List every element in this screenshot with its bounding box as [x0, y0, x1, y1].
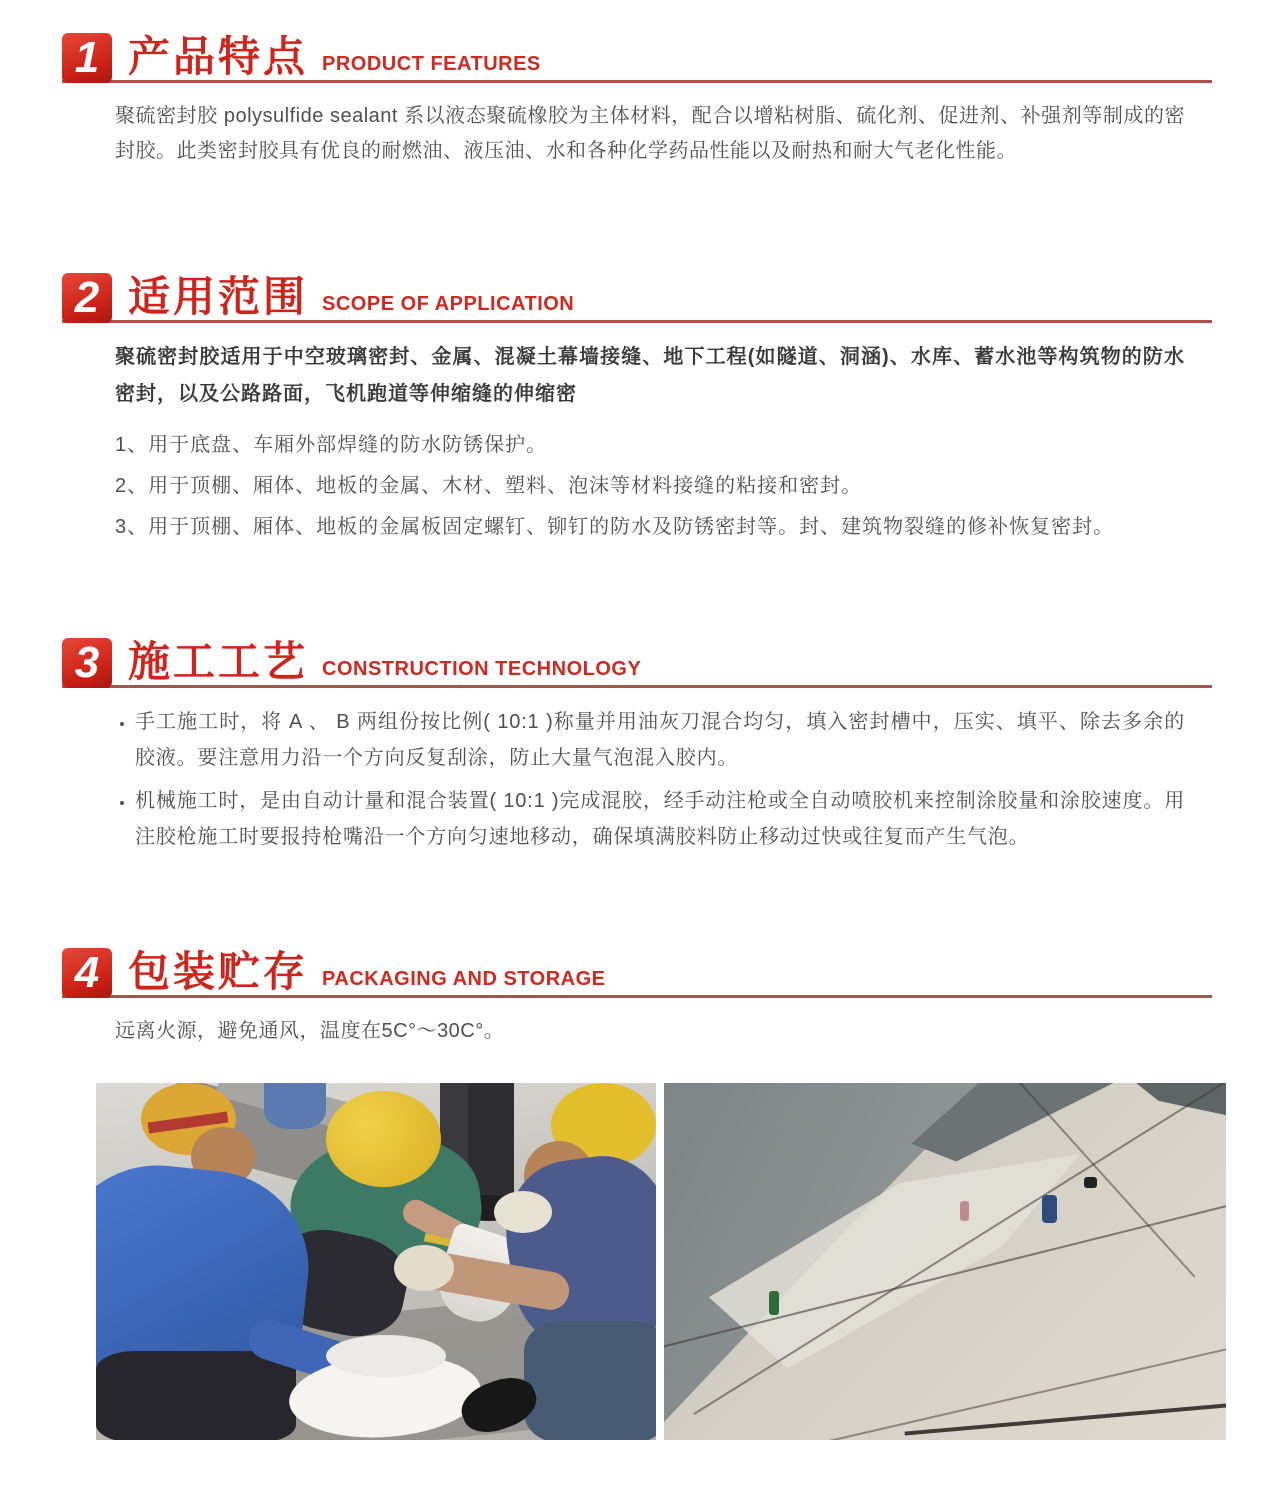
section-product-features — [0, 33, 1280, 169]
worker-dark-trousers — [96, 1351, 296, 1440]
section-header — [62, 33, 1212, 83]
section-title-en: PACKAGING AND STORAGE — [322, 968, 606, 990]
list-item: 3、用于顶棚、厢体、地板的金属板固定螺钉、铆钉的防水及防锈密封等。封、建筑物裂缝的修补恢复密封。 — [115, 516, 1115, 538]
list-item: 2、用于顶棚、厢体、地板的金属、木材、塑料、泡沫等材料接缝的粘接和密封。 — [115, 475, 863, 497]
hard-hat-center — [326, 1091, 441, 1187]
scope-numbered-list — [115, 428, 1185, 544]
section-body — [115, 704, 1185, 855]
tiny-worker-blue — [1042, 1195, 1057, 1223]
section-title-cn: 施工工艺 — [128, 638, 309, 685]
tiny-worker-pink — [960, 1201, 969, 1221]
section-body — [115, 1014, 1185, 1049]
section-title-en: CONSTRUCTION TECHNOLOGY — [322, 658, 642, 680]
section-title-en: SCOPE OF APPLICATION — [322, 293, 575, 315]
bottom-joint-edge — [905, 1398, 1226, 1435]
tiny-worker-green — [769, 1291, 779, 1315]
bystander-blue-shoulder — [264, 1083, 326, 1129]
list-item: 1、用于底盘、车厢外部焊缝的防水防锈保护。 — [115, 434, 548, 456]
section-header — [62, 638, 1212, 688]
features-paragraph: 聚硫密封胶 polysulfide sealant 系以液态聚硫橡胶为主体材料，配合以增粘树脂、硫化剂、促进剂、补强剂等制成的密封胶。此类密封胶具有优良的耐燃油、液压油、水和各种化学药品性能以及耐热和耐大气老化性能。 — [115, 105, 1185, 162]
section-number: 4 — [74, 948, 100, 997]
section-number-badge — [62, 948, 112, 998]
tiny-worker-dark — [1084, 1177, 1097, 1188]
worker-jeans — [524, 1321, 656, 1440]
section-number-badge — [62, 638, 112, 688]
section-number: 1 — [74, 33, 100, 82]
section-construction-technology — [0, 638, 1280, 862]
section-number: 2 — [74, 273, 100, 322]
workers-mixing-sealant-photo — [96, 1083, 656, 1440]
section-packaging-and-storage — [0, 948, 1280, 1049]
section-title-cn: 包装贮存 — [128, 948, 309, 995]
section-title-cn: 产品特点 — [128, 33, 309, 80]
concrete-slope-joint-sealing-photo — [664, 1083, 1226, 1440]
sealant-drip — [326, 1335, 446, 1377]
white-glove — [394, 1245, 454, 1291]
construction-bullet-list — [115, 704, 1185, 855]
section-header — [62, 273, 1212, 323]
section-scope-of-application — [0, 273, 1280, 551]
joint-line — [819, 1348, 1226, 1440]
photo-row — [96, 1083, 1226, 1440]
list-item: • 机械施工时，是由自动计量和混合装置( 10:1 )完成混胶，经手动注枪或全自动喷胶机来控制涂胶量和涂胶速度。用注胶枪施工时要报持枪嘴沿一个方向匀速地移动，确保填满胶料防止移动过快或往复而产生气泡。 — [135, 783, 1185, 855]
section-number-badge — [62, 273, 112, 323]
storage-paragraph: 远离火源，避免通风，温度在5C°～30C°。 — [115, 1020, 505, 1042]
section-number-badge — [62, 33, 112, 83]
section-body — [115, 99, 1185, 169]
white-glove-upper — [494, 1191, 552, 1233]
section-title-cn: 适用范围 — [128, 273, 309, 320]
list-item: • 手工施工时，将 A 、 B 两组份按比例( 10:1 )称量并用油灰刀混合均匀，填入密封槽中，压实、填平、除去多余的胶液。要注意用力沿一个方向反复刮涂，防止大量气泡混入胶内。 — [135, 704, 1185, 776]
section-header — [62, 948, 1212, 998]
section-title-en: PRODUCT FEATURES — [322, 53, 541, 75]
section-body — [115, 339, 1185, 544]
section-number: 3 — [74, 638, 100, 687]
scope-lead-paragraph: 聚硫密封胶适用于中空玻璃密封、金属、混凝土幕墙接缝、地下工程(如隧道、洞涵)、水库、蓄水池等构筑物的防水密封，以及公路路面，飞机跑道等伸缩缝的伸缩密 — [115, 346, 1185, 405]
